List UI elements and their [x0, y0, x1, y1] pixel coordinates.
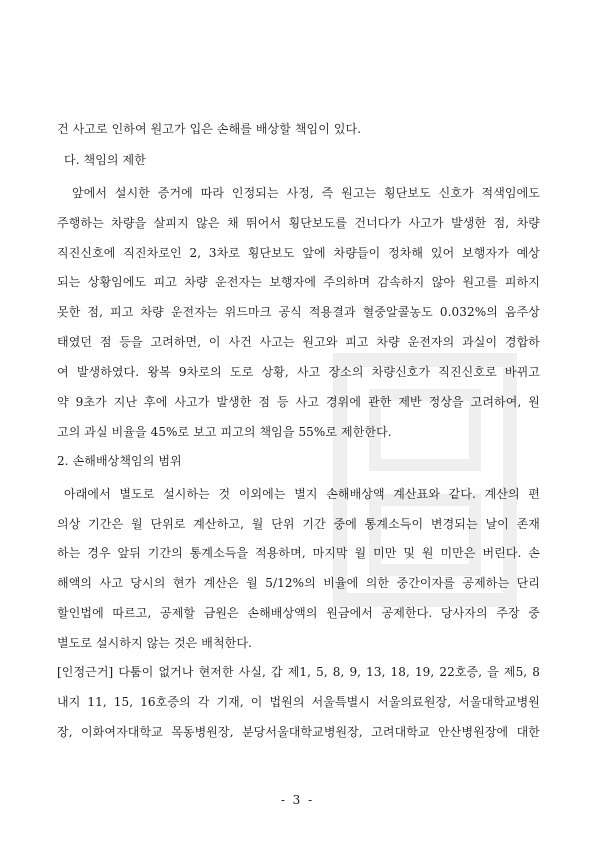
- section-heading-liability-limit: 다. 책임의 제한: [64, 153, 146, 167]
- evidence-basis-line-3: 장, 이화여자대학교 목동병원장, 분당서울대학교병원장, 고려대학교 안산병원장에 대한: [57, 725, 540, 739]
- body-line-8: 태였던 점 등을 고려하면, 이 사건 사고는 원고와 피고 차량 운전자의 과실이 경합하: [57, 335, 540, 349]
- body-line-18: 별도로 설시하지 않는 것은 배척한다.: [57, 636, 252, 650]
- body-line-17: 할인법에 따르고, 공제할 금원은 손해배상액의 원금에서 공제한다. 당사자의 주장 중: [57, 606, 540, 620]
- body-line-7: 못한 점, 피고 차량 운전자는 위드마크 공식 적용결과 혈중알콜농도 0.032%의 음주상: [57, 305, 540, 319]
- court-seal-watermark: [330, 350, 520, 610]
- body-line-1: 건 사고로 인하여 원고가 입은 손해를 배상할 책임이 있다.: [57, 122, 362, 136]
- page-number: - 3 -: [280, 793, 315, 807]
- body-line-3: 앞에서 설시한 증거에 따라 인정되는 사정, 즉 원고는 횡단보도 신호가 적색임에도: [72, 186, 540, 200]
- body-line-6: 되는 상황임에도 피고 차량 운전자는 보행자에 주의하며 감속하지 않아 원고를 피하지: [57, 275, 540, 289]
- body-line-5: 직진신호에 직진차로인 2, 3차로 횡단보도 앞에 차량들이 정차해 있어 보행자가 예상: [57, 246, 540, 260]
- evidence-basis-line-2: 내지 11, 15, 16호증의 각 기재, 이 법원의 서울특별시 서울의료원장, 서울대학교병원: [57, 695, 540, 709]
- body-line-16: 해액의 사고 당시의 현가 계산은 월 5/12%의 비율에 의한 중간이자를 공제하는 단리: [57, 576, 540, 590]
- section-heading-damages-scope: 2. 손해배상책임의 범위: [57, 454, 182, 468]
- body-line-9: 여 발생하였다. 왕복 9차로의 도로 상황, 사고 장소의 차량신호가 직진신호로 바뀌고: [57, 365, 540, 379]
- body-line-13: 아래에서 별도로 설시하는 것 이외에는 별지 손해배상액 계산표와 같다. 계산의 편: [64, 487, 540, 501]
- evidence-basis-line-1: [인정근거] 다툼이 없거나 현저한 사실, 갑 제1, 5, 8, 9, 13, 18, 19, 22호증, 을 제5, 8: [57, 665, 540, 679]
- body-line-4: 주행하는 차량을 살피지 않은 채 뛰어서 횡단보도를 건너다가 사고가 발생한 점, 차량: [57, 216, 540, 230]
- body-line-11: 고의 과실 비율을 45%로 보고 피고의 책임을 55%로 제한한다.: [57, 425, 392, 439]
- body-line-10: 약 9초가 지난 후에 사고가 발생한 점 등 사고 경위에 관한 제반 정상을 고려하여, 원: [57, 395, 540, 409]
- body-line-14: 의상 기간은 월 단위로 계산하고, 월 단위 기간 중에 통계소득이 변경되는 날이 존재: [57, 517, 540, 531]
- body-line-15: 하는 경우 앞뒤 기간의 통계소득을 적용하며, 마지막 월 미만 및 원 미만은 버린다. 손: [57, 546, 540, 560]
